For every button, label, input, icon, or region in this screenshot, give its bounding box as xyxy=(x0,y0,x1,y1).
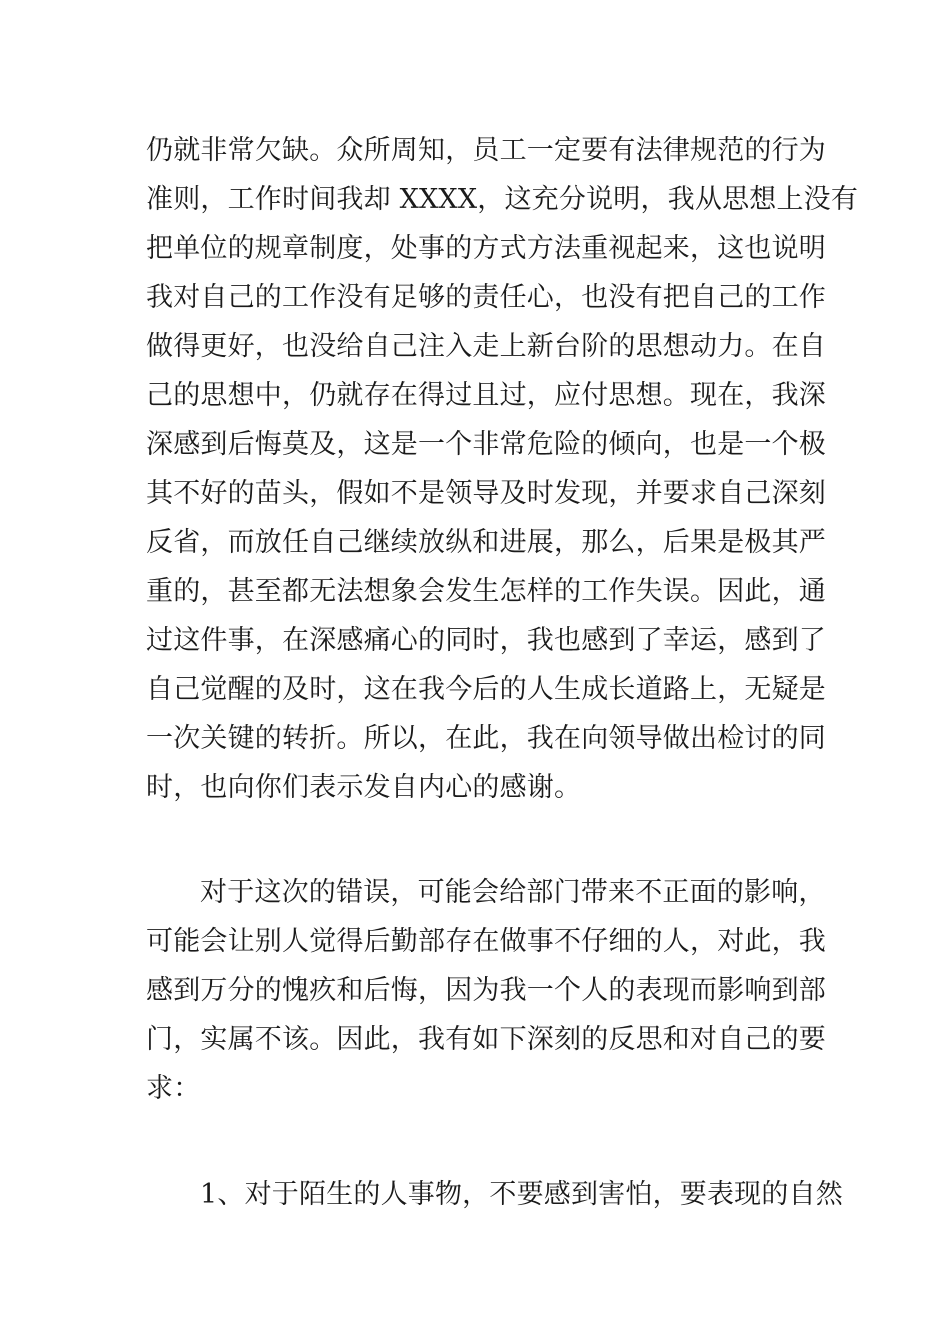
paragraph-line: 把单位的规章制度，处事的方式方法重视起来，这也说明 xyxy=(146,233,826,264)
paragraph-line: 时，也向你们表示发自内心的感谢。 xyxy=(146,772,582,803)
paragraph-line: 感到万分的愧疚和后悔，因为我一个人的表现而影响到部 xyxy=(146,975,826,1006)
paragraph-line: 己的思想中，仍就存在得过且过，应付思想。现在，我深 xyxy=(146,380,826,411)
list-item: 1、对于陌生的人事物，不要感到害怕，要表现的自然 xyxy=(200,1179,843,1210)
paragraph-line: 求： xyxy=(146,1073,201,1104)
paragraph-line: 我对自己的工作没有足够的责任心，也没有把自己的工作 xyxy=(146,282,826,313)
paragraph-line: 准则，工作时间我却 XXXX，这充分说明，我从思想上没有 xyxy=(146,184,859,215)
paragraph-line: 门，实属不该。因此，我有如下深刻的反思和对自己的要 xyxy=(146,1024,826,1055)
paragraph-line: 仍就非常欠缺。众所周知，员工一定要有法律规范的行为 xyxy=(146,135,826,166)
paragraph-line: 一次关键的转折。所以，在此，我在向领导做出检讨的同 xyxy=(146,723,826,754)
paragraph-line: 反省，而放任自己继续放纵和进展，那么，后果是极其严 xyxy=(146,527,826,558)
paragraph-line: 自己觉醒的及时，这在我今后的人生成长道路上，无疑是 xyxy=(146,674,826,705)
paragraph-line: 做得更好，也没给自己注入走上新台阶的思想动力。在自 xyxy=(146,331,826,362)
paragraph-line: 深感到后悔莫及，这是一个非常危险的倾向，也是一个极 xyxy=(146,429,826,460)
paragraph-line: 重的，甚至都无法想象会发生怎样的工作失误。因此，通 xyxy=(146,576,826,607)
paragraph-line: 过这件事，在深感痛心的同时，我也感到了幸运，感到了 xyxy=(146,625,826,656)
paragraph-line: 可能会让别人觉得后勤部存在做事不仔细的人，对此，我 xyxy=(146,926,826,957)
paragraph-line: 其不好的苗头，假如不是领导及时发现，并要求自己深刻 xyxy=(146,478,826,509)
paragraph-line: 对于这次的错误，可能会给部门带来不正面的影响， xyxy=(200,877,826,908)
